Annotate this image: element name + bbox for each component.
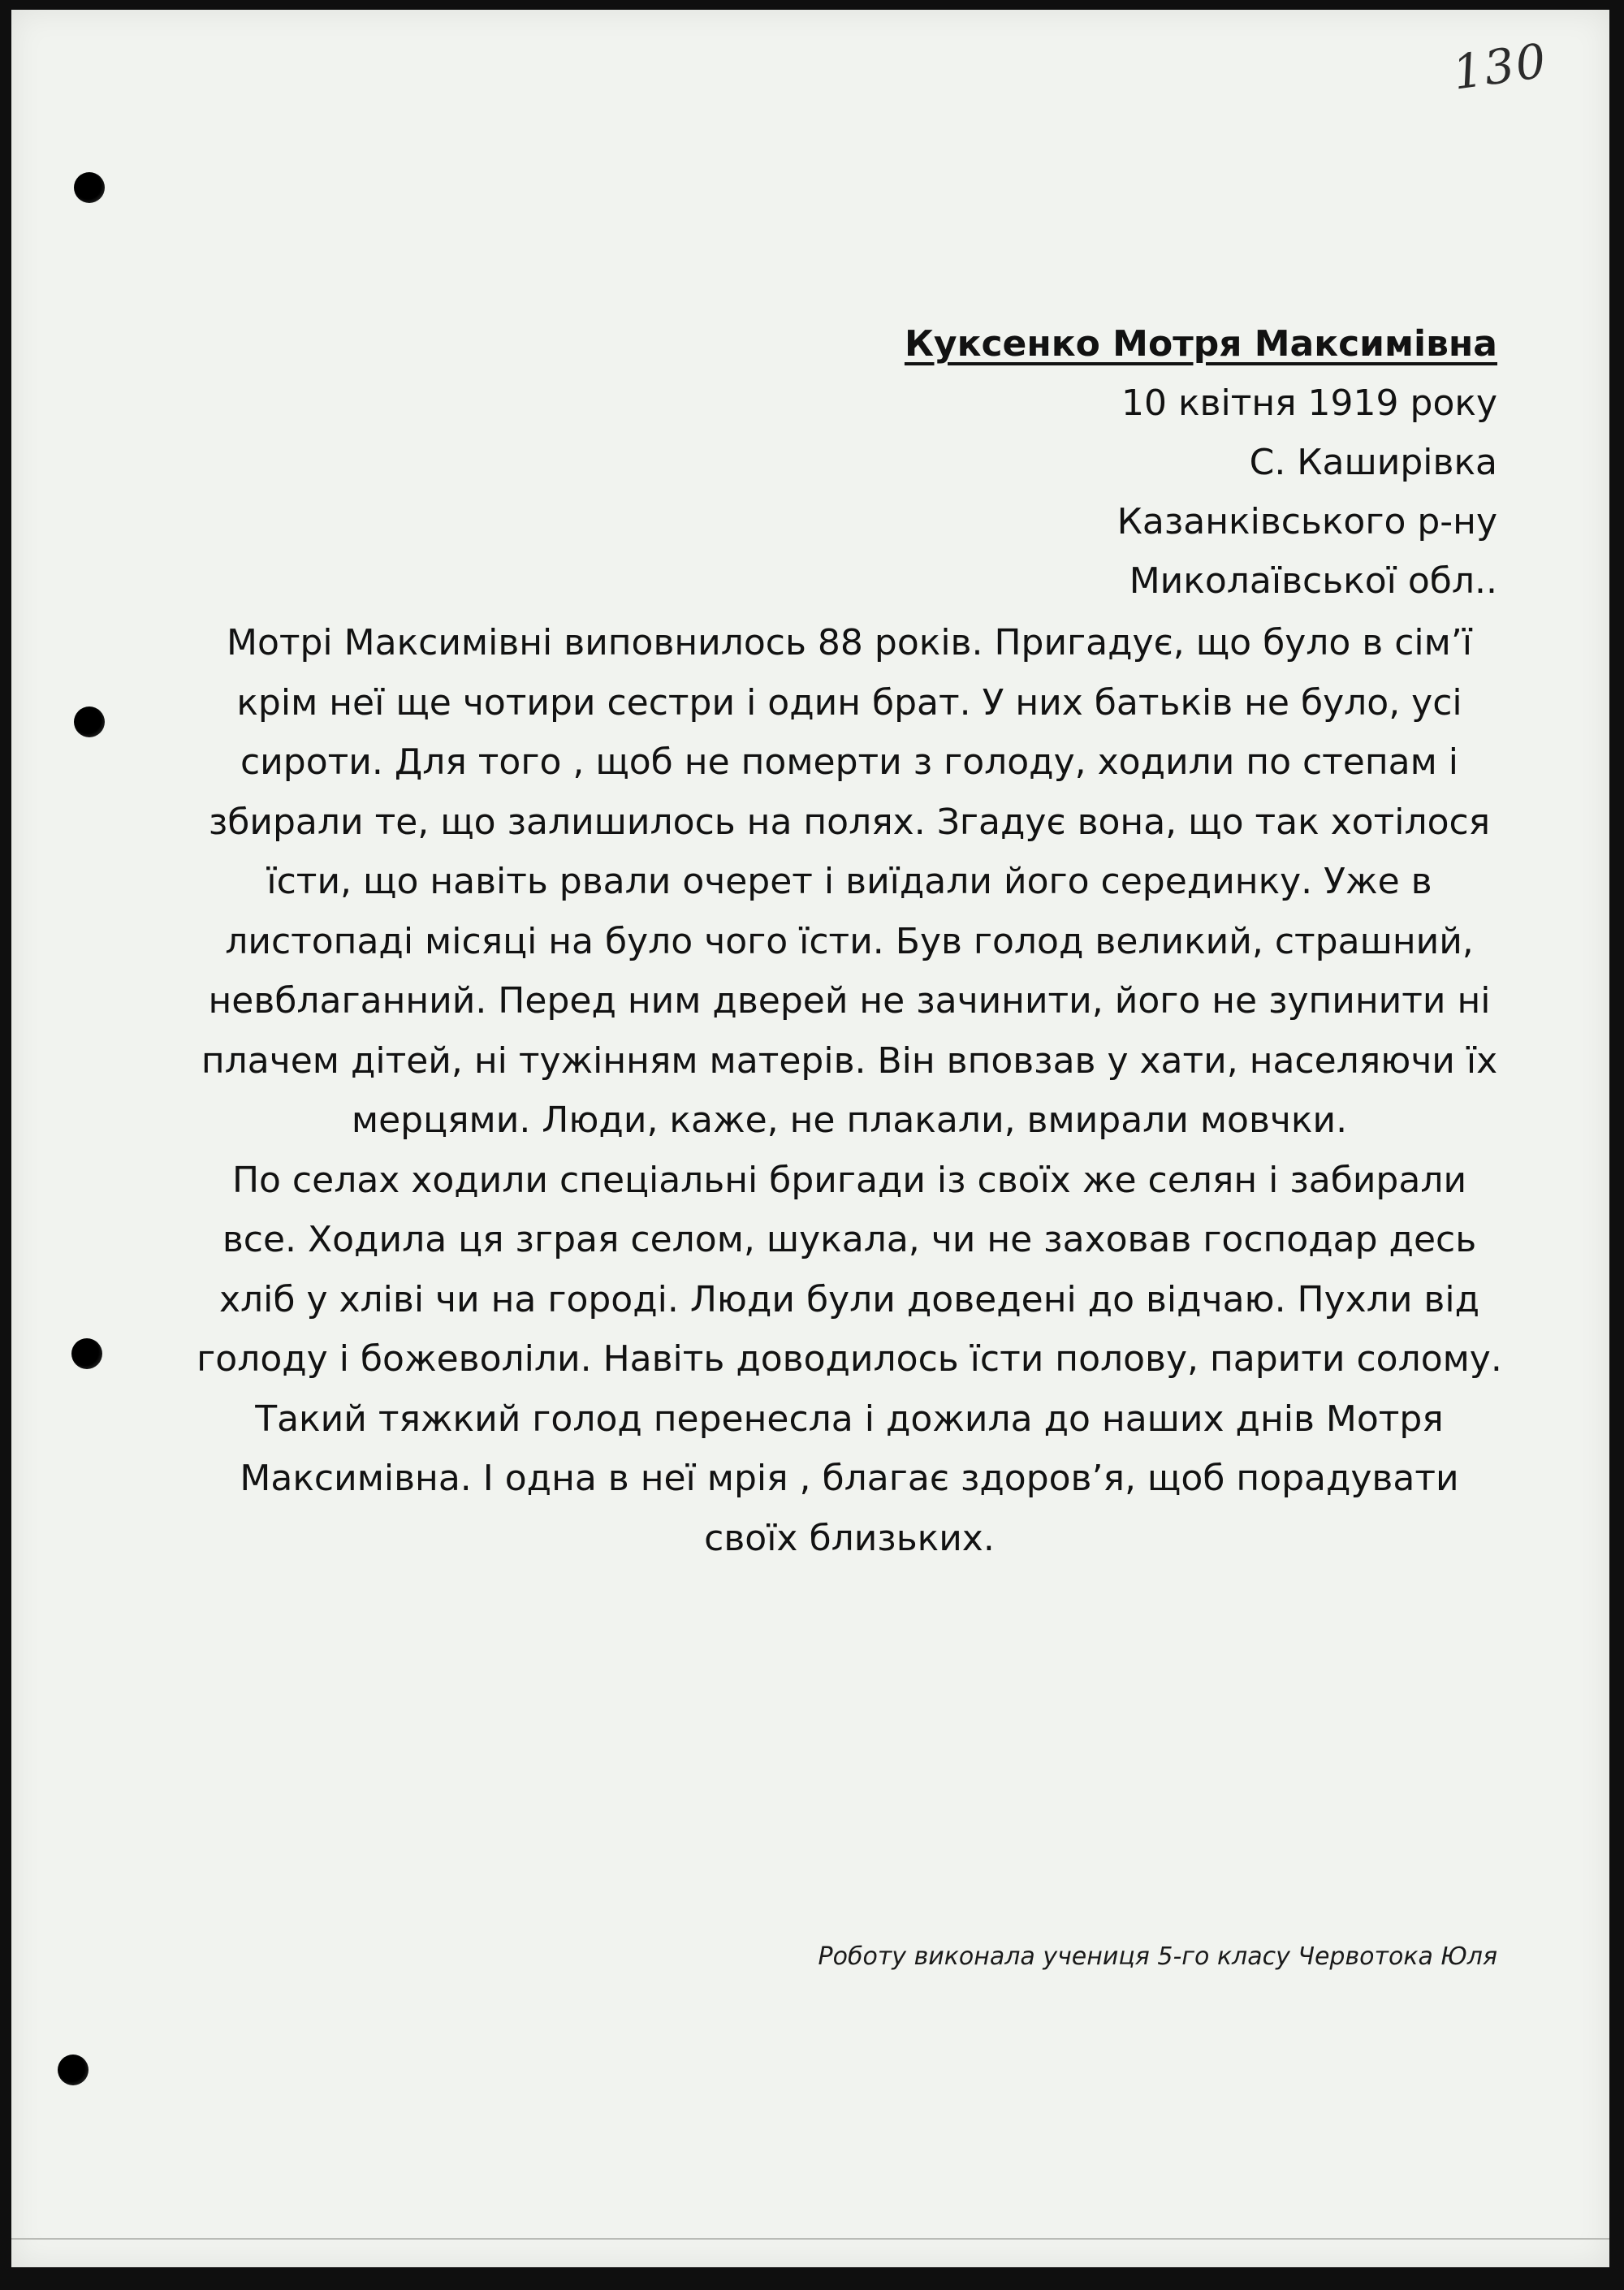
signature: Роботу виконала учениця 5-го класу Червотока Юля [818,1942,1497,1971]
district: Казанківського р-ну [1116,501,1497,542]
punch-hole [74,172,105,203]
paragraph-1: Мотрі Максимівні виповнилось 88 років. Пригадує, що було в сім’ї крім неї ще чотири сестри і один брат. У них батьків не було, усі сироти. Для того , щоб не померти з голоду, ходили по степам і збирали те, що залишилось на полях. Згадує вона, що так хотілося їсти, що навіть рвали очерет і виїдали його серединку. Уже в листопаді місяці на було чого їсти. Був голод великий, страшний, невблаганний. Перед ним дверей не зачинити, його не зупинити ні плачем дітей, ні тужінням матерів. Він вповзав у хати, населяючи їх мерцями. Люди, каже, не плакали, вмирали мовчки. [201,622,1498,1141]
body-text [192,613,1507,1568]
punch-hole [71,1338,102,1369]
region: Миколаївської обл.. [1129,560,1497,602]
document-page [11,10,1609,2267]
birth-date: 10 квітня 1919 року [1121,382,1497,424]
punch-hole [58,2055,89,2085]
paragraph-2: По селах ходили спеціальні бригади із своїх же селян і забирали все. Ходила ця зграя селом, шукала, чи не заховав господар десь хліб у хліві чи на городі. Люди були доведені до відчаю. Пухли від голоду і божеволіли. Навіть доводилось їсти полову, парити солому. Такий тяжкий голод перенесла і дожила до наших днів Мотря Максимівна. І одна в неї мрія , благає здоров’я, щоб порадувати своїх близьких. [197,1159,1502,1559]
page-edge-line [11,2238,1609,2240]
page-number: 130 [1449,32,1551,101]
header-block [523,314,1497,611]
person-name: Куксенко Мотря Максимівна [904,323,1497,365]
village: С. Каширівка [1249,442,1497,483]
punch-hole [74,706,105,737]
